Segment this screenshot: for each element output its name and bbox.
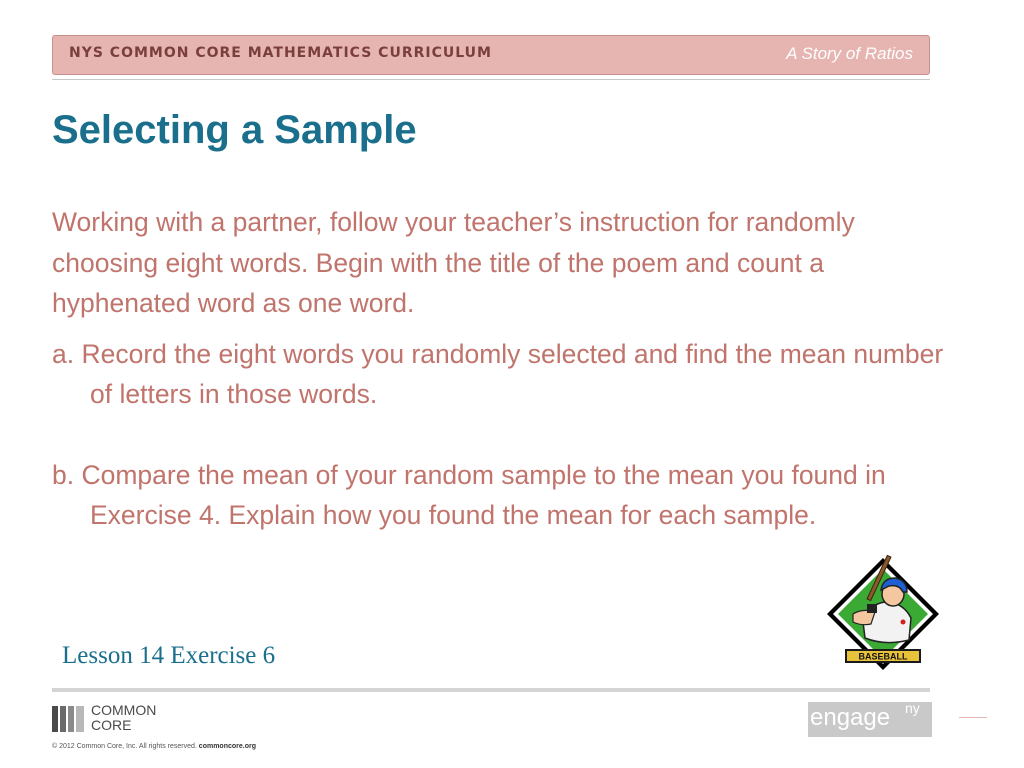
engage-wordmark: engage (810, 704, 891, 731)
header-divider (52, 79, 930, 80)
copyright-notice (52, 743, 256, 750)
intro-paragraph: Working with a partner, follow your teacher’s instruction for randomly choosing eight words. Begin with the title of the poem and count a hyphenated word as one word. (52, 207, 855, 318)
part-b-paragraph: b. Compare the mean of your random sample to the mean you found in Exercise 4. Explain how you found the mean for each sample. (52, 459, 886, 530)
common-core-line2: CORE (91, 717, 132, 733)
curriculum-title: NYS COMMON CORE MATHEMATICS CURRICULUM (69, 45, 492, 61)
copyright-text: © 2012 Common Core, Inc. All rights reserved. (52, 743, 197, 750)
story-title: A Story of Ratios (786, 44, 913, 63)
engageny-logo (808, 702, 932, 737)
common-core-wordmark (91, 703, 156, 733)
header-bar (52, 35, 930, 75)
copyright-site: commoncore.org (198, 743, 256, 750)
lesson-label: Lesson 14 Exercise 6 (62, 642, 276, 669)
corner-accent-line (959, 717, 987, 718)
slide-body (52, 202, 952, 536)
footer-divider (52, 688, 930, 692)
part-a-paragraph: a. Record the eight words you randomly selected and find the mean number of letters in those words. (52, 338, 944, 409)
baseball-label: BASEBALL (858, 651, 908, 662)
common-core-line1: COMMON (91, 702, 157, 718)
common-core-logo-icon (52, 706, 84, 732)
baseball-player-icon (823, 552, 943, 682)
slide-title: Selecting a Sample (52, 108, 417, 152)
engage-ny-superscript: ny (905, 700, 920, 716)
